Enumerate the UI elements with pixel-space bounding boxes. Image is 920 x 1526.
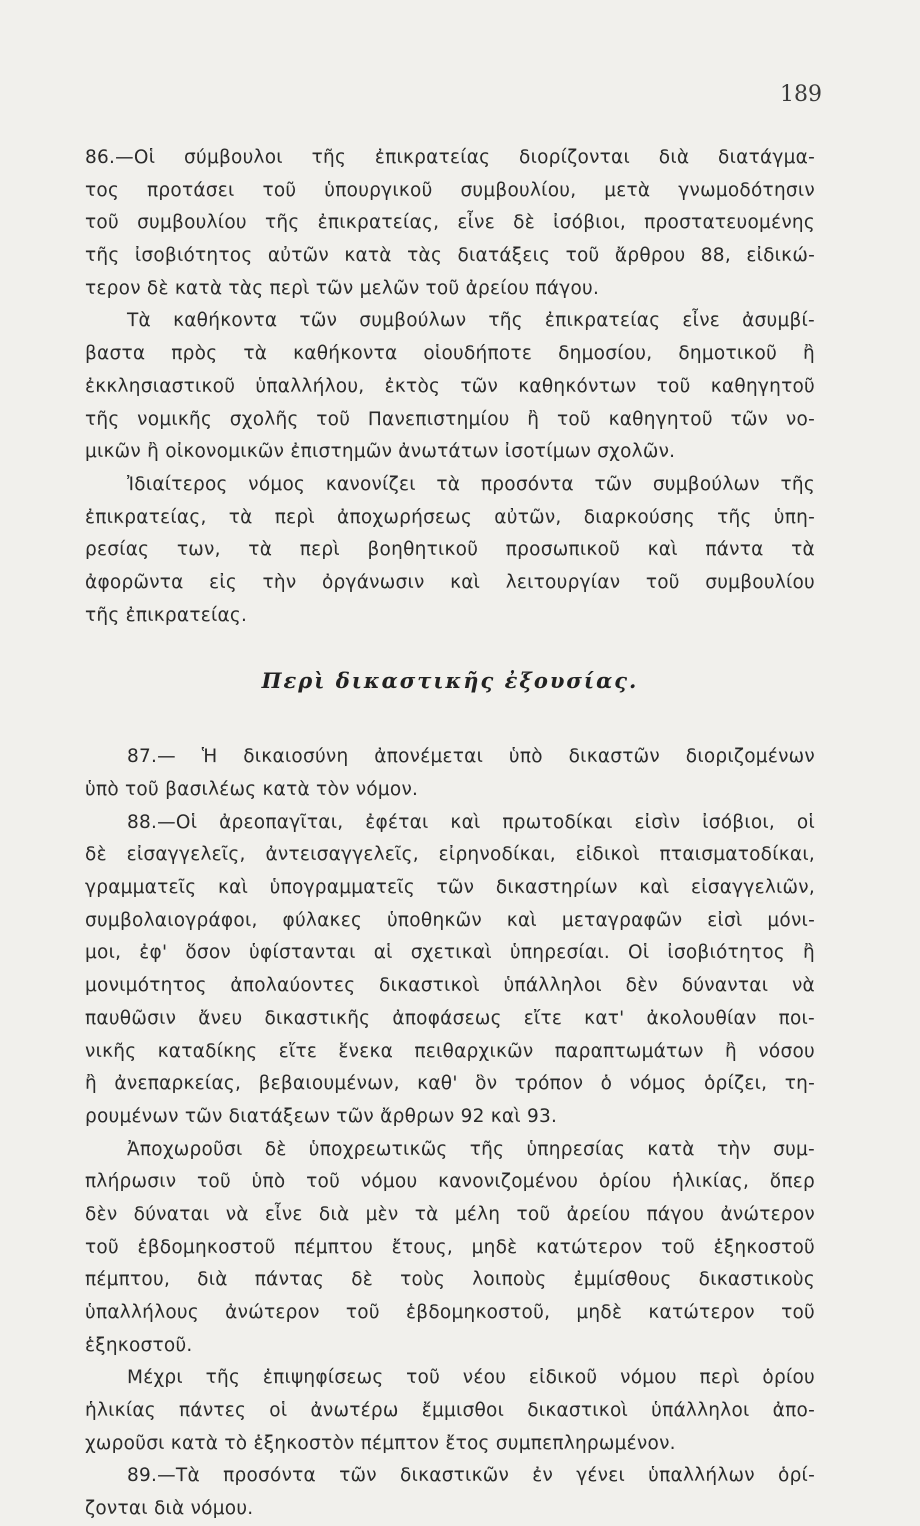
text-line: τοῦ ἑβδομηκοστοῦ πέμπτου ἔτους, μηδὲ κατώτερον τοῦ ἑξηκοστοῦ [85, 1236, 815, 1258]
text-line: ρεσίας των, τὰ περὶ βοηθητικοῦ προσωπικοῦ καὶ πάντα τὰ [85, 539, 815, 561]
text-line: ρουμένων τῶν διατάξεων τῶν ἄρθρων 92 καὶ 93. [85, 1105, 558, 1127]
text-line: γραμματεῖς καὶ ὑπογραμματεῖς τῶν δικαστηρίων καὶ εἰσαγγελιῶν, [85, 877, 815, 899]
text-line: βαστα πρὸς τὰ καθήκοντα οἱουδήποτε δημοσίου, δημοτικοῦ ἢ [85, 343, 815, 365]
text-line: Μέχρι τῆς ἐπιψηφίσεως τοῦ νέου εἰδικοῦ νόμου περὶ ὁρίου [127, 1367, 815, 1389]
text-line: ζονται διὰ νόμου. [85, 1498, 254, 1520]
text-line: πλήρωσιν τοῦ ὑπὸ τοῦ νόμου κανονιζομένου ὁρίου ἡλικίας, ὅπερ [85, 1171, 815, 1193]
text-line: 89.—Τὰ προσόντα τῶν δικαστικῶν ἐν γένει ὑπαλλήλων ὁρί- [127, 1465, 815, 1487]
text-line: ὑπαλλήλους ἀνώτερον τοῦ ἑβδομηκοστοῦ, μηδὲ κατώτερον τοῦ [85, 1302, 815, 1323]
text-line: τῆς νομικῆς σχολῆς τοῦ Πανεπιστημίου ἢ τοῦ καθηγητοῦ τῶν νο- [85, 408, 815, 430]
text-line: ἢ ἀνεπαρκείας, βεβαιουμένων, καθ' ὃν τρόπον ὁ νόμος ὁρίζει, τη- [85, 1073, 815, 1095]
text-line: δὲν δύναται νὰ εἶνε διὰ μὲν τὰ μέλη τοῦ ἀρείου πάγου ἀνώτερον [85, 1203, 815, 1225]
text-line: συμβολαιογράφοι, φύλακες ὑποθηκῶν καὶ μεταγραφῶν εἰσὶ μόνι- [85, 909, 815, 931]
text-line: ἀφορῶντα εἰς τὴν ὀργάνωσιν καὶ λειτουργίαν τοῦ συμβουλίου [85, 571, 815, 593]
page-number: 189 [780, 82, 822, 107]
text-line: Ἀποχωροῦσι δὲ ὑποχρεωτικῶς τῆς ὑπηρεσίας κατὰ τὴν συμ- [127, 1138, 815, 1160]
articles-87-89-block [85, 741, 815, 1526]
text-line: δὲ εἰσαγγελεῖς, ἀντεισαγγελεῖς, εἰρηνοδίκαι, εἰδικοὶ πταισματοδίκαι, [85, 844, 815, 866]
text-line: ὑπὸ τοῦ βασιλέως κατὰ τὸν νόμον. [85, 779, 419, 800]
text-line: ἐπικρατείας, τὰ περὶ ἀποχωρήσεως αὐτῶν, διαρκούσης τῆς ὑπη- [85, 506, 815, 528]
section-heading: Περὶ δικαστικῆς ἐξουσίας. [261, 668, 639, 694]
text-line: νικῆς καταδίκης εἴτε ἕνεκα πειθαρχικῶν παραπτωμάτων ἢ νόσου [85, 1040, 815, 1062]
text-line: 88.—Οἱ ἀρεοπαγῖται, ἐφέται καὶ πρωτοδίκαι εἰσὶν ἰσόβιοι, οἱ [127, 811, 815, 833]
text-line: 86.—Οἱ σύμβουλοι τῆς ἐπικρατείας διορίζονται διὰ διατάγμα- [85, 147, 815, 168]
text-line: τος προτάσει τοῦ ὑπουργικοῦ συμβουλίου, μετὰ γνωμοδότησιν [85, 179, 815, 201]
text-line: πέμπτου, διὰ πάντας δὲ τοὺς λοιποὺς ἐμμίσθους δικαστικοὺς [85, 1269, 815, 1291]
text-line: χωροῦσι κατὰ τὸ ἑξηκοστὸν πέμπτον ἔτος συμπεπληρωμένον. [85, 1432, 676, 1454]
text-line: τῆς ἐπικρατείας. [85, 604, 248, 626]
text-line: ἑξηκοστοῦ. [85, 1334, 193, 1356]
text-line: Τὰ καθήκοντα τῶν συμβούλων τῆς ἐπικρατείας εἶνε ἀσυμβί- [127, 310, 815, 332]
text-line: μικῶν ἢ οἰκονομικῶν ἐπιστημῶν ἀνωτάτων ἰσοτίμων σχολῶν. [85, 441, 676, 463]
text-line: τερον δὲ κατὰ τὰς περὶ τῶν μελῶν τοῦ ἀρείου πάγου. [85, 277, 600, 299]
text-line: τῆς ἰσοβιότητος αὐτῶν κατὰ τὰς διατάξεις τοῦ ἄρθρου 88, εἰδικώ- [85, 245, 815, 267]
text-line: 87.— Ἡ δικαιοσύνη ἀπονέμεται ὑπὸ δικαστῶν διοριζομένων [127, 746, 815, 768]
text-line: ἡλικίας πάντες οἱ ἀνωτέρω ἔμμισθοι δικαστικοὶ ὑπάλληλοι ἀπο- [85, 1400, 815, 1422]
text-line: Ἰδιαίτερος νόμος κανονίζει τὰ προσόντα τῶν συμβούλων τῆς [127, 473, 815, 495]
text-line: ἐκκλησιαστικοῦ ὑπαλλήλου, ἐκτὸς τῶν καθηκόντων τοῦ καθηγητοῦ [85, 375, 815, 397]
text-line: μοι, ἐφ' ὅσον ὑφίστανται αἱ σχετικαὶ ὑπηρεσίαι. Οἱ ἰσοβιότητος ἢ [85, 942, 815, 964]
article-86-block [85, 142, 815, 632]
page-text [85, 142, 815, 1526]
text-line: μονιμότητος ἀπολαύοντες δικαστικοὶ ὑπάλληλοι δὲν δύνανται νὰ [85, 975, 815, 997]
text-line: παυθῶσιν ἄνευ δικαστικῆς ἀποφάσεως εἴτε κατ' ἀκολουθίαν ποι- [85, 1007, 815, 1029]
text-line: τοῦ συμβουλίου τῆς ἐπικρατείας, εἶνε δὲ ἰσόβιοι, προστατευομένης [85, 212, 815, 234]
